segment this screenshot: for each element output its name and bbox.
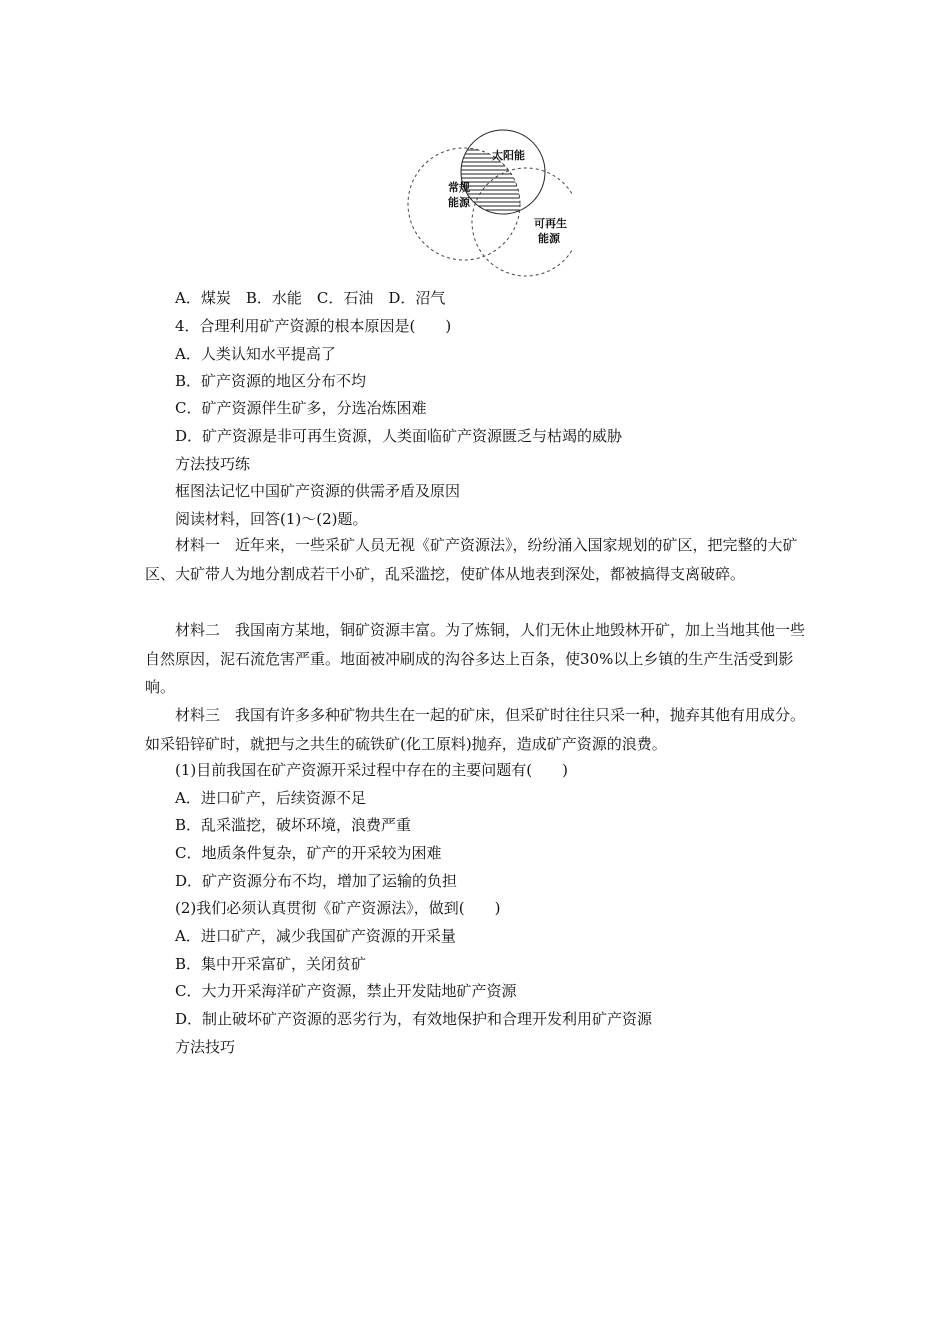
sub2-option-b: B．集中开采富矿，关闭贫矿 [175, 955, 367, 973]
sub1-option-d: D．矿产资源分布不均，增加了运输的负担 [175, 872, 458, 890]
q4-option-d: D．矿产资源是非可再生资源，人类面临矿产资源匮乏与枯竭的威胁 [175, 427, 623, 445]
sub1-stem: (1)目前我国在矿产资源开采过程中存在的主要问题有( ) [175, 761, 568, 779]
label-renewable-2: 能源 [538, 232, 560, 245]
label-conventional-1: 常规 [448, 181, 470, 194]
sub2-option-a: A．进口矿产，减少我国矿产资源的开采量 [175, 927, 456, 945]
sub1-option-a: A．进口矿产，后续资源不足 [175, 789, 366, 807]
footer-heading: 方法技巧 [175, 1038, 236, 1056]
sub1-option-c: C．地质条件复杂，矿产的开采较为困难 [175, 844, 442, 862]
sub2-stem: (2)我们必须认真贯彻《矿产资源法》，做到( ) [175, 899, 501, 917]
q4-option-a: A．人类认知水平提高了 [175, 345, 336, 363]
method-subheading: 框图法记忆中国矿产资源的供需矛盾及原因 [175, 482, 461, 500]
material-two: 材料二 我国南方某地，铜矿资源丰富。为了炼铜，人们无休止地毁林开矿，加上当地其他一些自然原因，泥石流危害严重。地面被冲刷成的沟谷多达上百条，使30%以上乡镇的生产生活受到影响。 [145, 621, 806, 696]
label-solar: 太阳能 [492, 149, 525, 162]
sub2-option-d: D．制止破坏矿产资源的恶劣行为，有效地保护和合理开发利用矿产资源 [175, 1010, 653, 1028]
energy-venn-diagram [400, 128, 572, 286]
method-heading: 方法技巧练 [175, 455, 251, 473]
label-renewable-1: 可再生 [534, 217, 567, 230]
q4-option-b: B．矿产资源的地区分布不均 [175, 372, 367, 390]
sub1-option-b: B．乱采滥挖，破坏环境，浪费严重 [175, 816, 412, 834]
q4-option-c: C．矿产资源伴生矿多，分选冶炼困难 [175, 399, 427, 417]
instructions: 阅读材料，回答(1)～(2)题。 [175, 510, 368, 528]
material-one: 材料一 近年来，一些采矿人员无视《矿产资源法》，纷纷涌入国家规划的矿区，把完整的大矿区、大矿带人为地分割成若干小矿，乱采滥挖，使矿体从地表到深处，都被搞得支离破碎。 [145, 536, 798, 583]
label-conventional-2: 能源 [448, 196, 470, 209]
q3-options: A．煤炭 B．水能 C．石油 D．沼气 [175, 289, 446, 307]
sub2-option-c: C．大力开采海洋矿产资源，禁止开发陆地矿产资源 [175, 982, 517, 1000]
q4-stem: 4．合理利用矿产资源的根本原因是( ) [175, 317, 452, 335]
material-three: 材料三 我国有许多多种矿物共生在一起的矿床，但采矿时往往只采一种，抛弃其他有用成分。如采铅锌矿时，就把与之共生的硫铁矿(化工原料)抛弃，造成矿产资源的浪费。 [145, 706, 806, 753]
